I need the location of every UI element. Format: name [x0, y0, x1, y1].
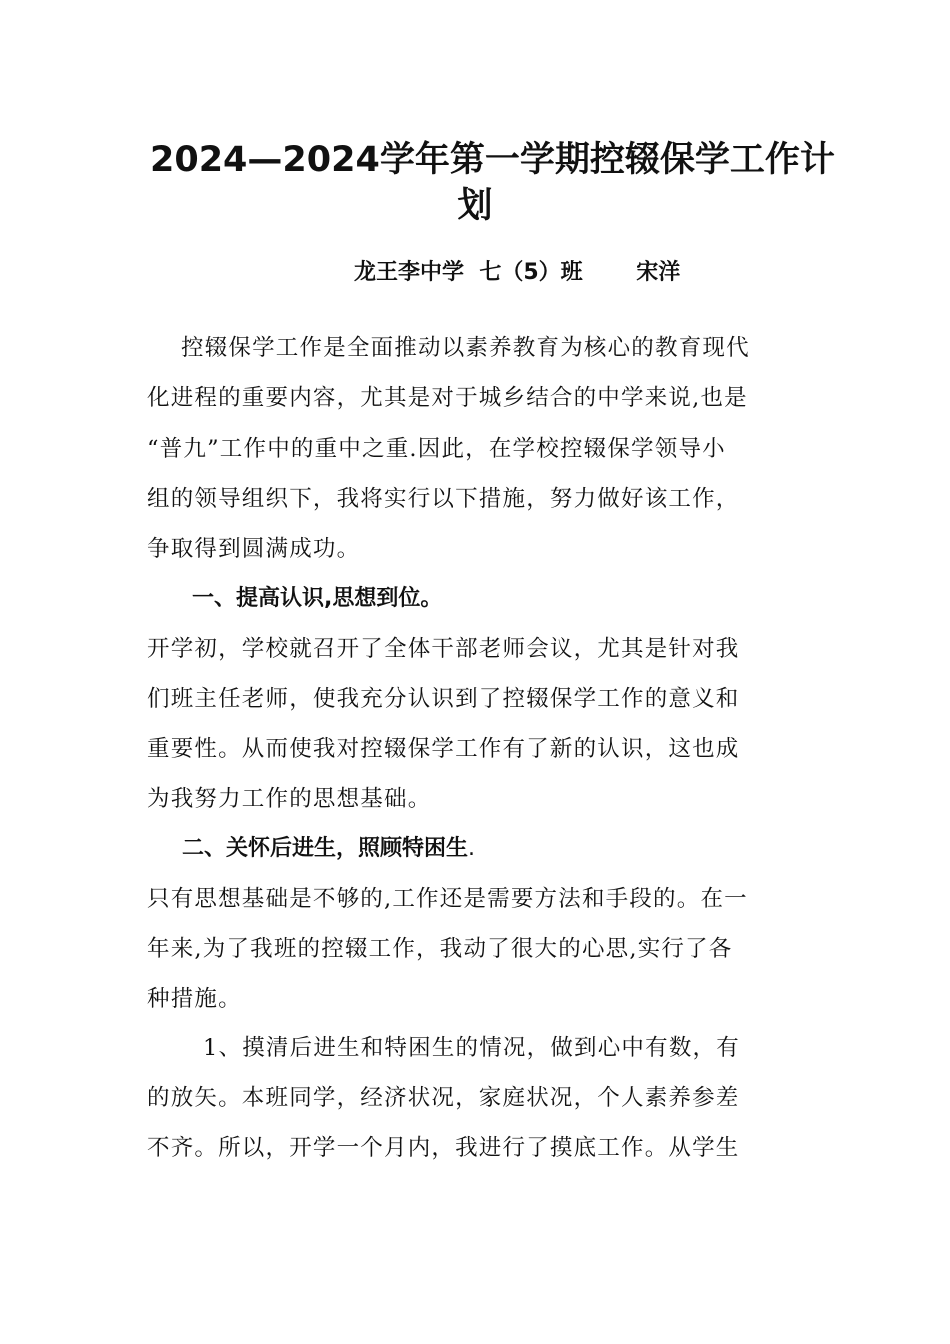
intro-line-5: 争取得到圆满成功。 [147, 536, 361, 562]
section-2-line-2: 年来,为了我班的控辍工作，我动了很大的心思,实行了各 [147, 936, 733, 962]
document-title-line-1: 2024—2024学年第一学期控辍保学工作计 [150, 140, 835, 180]
section-1-heading: 一、提高认识,思想到位。 [192, 586, 443, 611]
item-1-line-1: 1、摸清后进生和特困生的情况，做到心中有数，有 [203, 1035, 740, 1061]
intro-line-1: 控辍保学工作是全面推动以素养教育为核心的教育现代 [181, 335, 750, 361]
document-title-line-2: 划 [457, 186, 493, 226]
section-2-heading-period: . [468, 836, 476, 861]
author-byline: 龙王李中学 七（5）班 宋洋 [354, 260, 681, 285]
section-1-line-4: 为我努力工作的思想基础。 [147, 786, 432, 812]
section-2-line-1: 只有思想基础是不够的,工作还是需要方法和手段的。在一 [147, 886, 748, 912]
item-1-line-3: 不齐。所以，开学一个月内，我进行了摸底工作。从学生 [147, 1135, 740, 1161]
section-2-heading [182, 831, 475, 862]
section-2-heading-text: 二、关怀后进生，照顾特困生 [182, 836, 469, 861]
intro-line-2: 化进程的重要内容，尤其是对于城乡结合的中学来说,也是 [147, 385, 748, 411]
item-1-line-2: 的放矢。本班同学，经济状况，家庭状况，个人素养参差 [147, 1085, 740, 1111]
intro-line-3: “普九”工作中的重中之重.因此，在学校控辍保学领导小 [147, 436, 726, 462]
section-1-line-1: 开学初，学校就召开了全体干部老师会议，尤其是针对我 [147, 636, 740, 662]
section-2-line-3: 种措施。 [147, 986, 242, 1012]
intro-line-4: 组的领导组织下，我将实行以下措施，努力做好该工作， [147, 486, 740, 512]
section-1-line-2: 们班主任老师，使我充分认识到了控辍保学工作的意义和 [147, 686, 740, 712]
section-1-line-3: 重要性。从而使我对控辍保学工作有了新的认识，这也成 [147, 736, 740, 762]
